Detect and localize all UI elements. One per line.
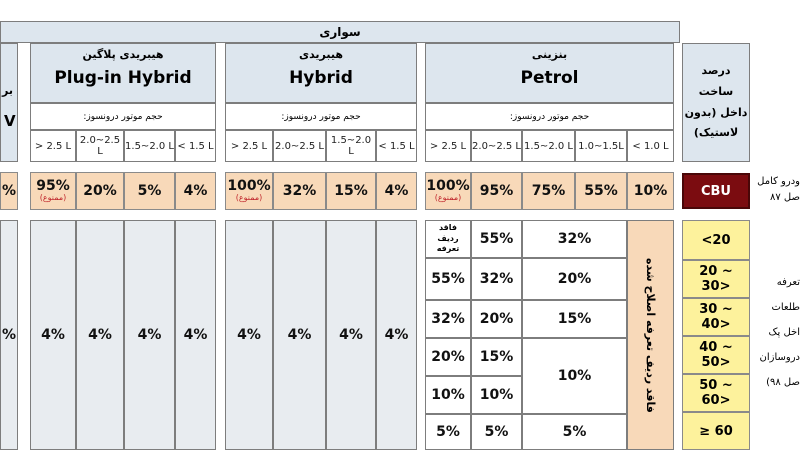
petrol-group-header [425, 43, 674, 103]
petrol-cell: 10% [425, 376, 471, 414]
petrol-cell: 20% [522, 258, 627, 300]
cbu-side-text: ودرو کامل صل ۸۷ [757, 176, 800, 203]
cbu-cell: 100% (ممنوع) [225, 172, 273, 210]
cbu-cell: 95% [471, 172, 522, 210]
size-label: > 2.5 L [30, 130, 76, 162]
phev-body-cell: 4% [124, 220, 175, 450]
phev-body-cell: 4% [30, 220, 76, 450]
header-line-2: داخل (بدون [684, 105, 748, 119]
petrol-cell: 5% [522, 414, 627, 450]
petrol-cell: 15% [522, 300, 627, 338]
petrol-cell: 55% [425, 258, 471, 300]
phev-group-header [30, 43, 216, 103]
range-cell: 40 ~ 50> [682, 336, 750, 374]
cbu-cell: 20% [76, 172, 124, 210]
petrol-cell: 20% [471, 300, 522, 338]
cbu-cell: 55% [575, 172, 627, 210]
size-label: 1.5~2.0 L [522, 130, 575, 162]
range-cell: 30 ~ 40> [682, 298, 750, 336]
hybrid-body-cell: 4% [225, 220, 273, 450]
hybrid-engine-sub: حجم موتور درونسوز: [225, 103, 417, 130]
far-left-label-2: V [4, 112, 16, 130]
petrol-title-en: Petrol [520, 68, 579, 88]
size-label: 2.0~2.5 L [76, 130, 124, 162]
phev-body-cell: 4% [175, 220, 216, 450]
cbu-cell: 5% [124, 172, 175, 210]
petrol-cell: 32% [471, 258, 522, 300]
range-cell: <20 [682, 220, 750, 260]
cbu-cell: 10% [627, 172, 674, 210]
size-label: 1.0~1.5L [575, 130, 627, 162]
petrol-cell: 15% [471, 338, 522, 376]
hybrid-title-fa: هیبریدی [298, 48, 344, 61]
cbu-cell: % [0, 172, 18, 210]
size-label: < 1.5 L [175, 130, 216, 162]
petrol-engine-sub: حجم موتور درونسوز: [425, 103, 674, 130]
cbu-cell: 100% (ممنوع) [425, 172, 471, 210]
petrol-cell: 10% [471, 376, 522, 414]
size-label: > 2.5 L [425, 130, 471, 162]
range-cell: ≥ 60 [682, 412, 750, 450]
range-cell: 20 ~ 30> [682, 260, 750, 298]
range-cell: 50 ~ 60> [682, 374, 750, 412]
size-label: > 2.5 L [225, 130, 273, 162]
hybrid-body-cell: 4% [326, 220, 376, 450]
petrol-cell: 10% [522, 338, 627, 414]
cbu-cell: 4% [175, 172, 216, 210]
petrol-cell: 32% [425, 300, 471, 338]
size-label: < 1.0 L [627, 130, 674, 162]
right-side-text: تعرفه طلعات اخل پک دروسازان صل ۹۸) [759, 277, 800, 388]
phev-body-cell: 4% [76, 220, 124, 450]
hybrid-group-header [225, 43, 417, 103]
cbu-cell: 4% [376, 172, 417, 210]
cbu-cell: 75% [522, 172, 575, 210]
header-line-3: لاستیک) [693, 126, 739, 140]
cbu-cell: 15% [326, 172, 376, 210]
far-left-label: بر [2, 84, 13, 97]
hybrid-title-en: Hybrid [289, 68, 353, 88]
local-content-header [682, 43, 750, 162]
vertical-note: فاقد ردیف تعرفه اصلاح شده [644, 257, 657, 413]
petrol-cell: فاقد ردیف تعرفه [425, 220, 471, 258]
top-title-bar [0, 21, 680, 43]
petrol-cell: 55% [471, 220, 522, 258]
phev-title-en: Plug-in Hybrid [54, 68, 192, 88]
size-label: 2.0~2.5 L [471, 130, 522, 162]
phev-engine-sub: حجم موتور درونسوز: [30, 103, 216, 130]
petrol-cell: 5% [471, 414, 522, 450]
size-label: 2.0~2.5 L [273, 130, 326, 162]
top-title: سواری [319, 25, 361, 39]
hybrid-body-cell: 4% [376, 220, 417, 450]
petrol-cell: 32% [522, 220, 627, 258]
petrol-title-fa: بنزینی [531, 48, 568, 61]
phev-title-fa: هیبریدی پلاگین [82, 48, 164, 61]
vertical-note-cell [627, 220, 674, 450]
petrol-cell: 5% [425, 414, 471, 450]
cbu-cell: 95% (ممنوع) [30, 172, 76, 210]
size-label: 1.5~2.0 L [326, 130, 376, 162]
header-line-1: درصد ساخت [698, 63, 734, 98]
far-left-header [0, 43, 18, 162]
size-label: < 1.5 L [376, 130, 417, 162]
petrol-cell: 20% [425, 338, 471, 376]
far-left-body: % [0, 220, 18, 450]
cbu-cell: 32% [273, 172, 326, 210]
size-label: 1.5~2.0 L [124, 130, 175, 162]
cbu-label-box: CBU [682, 173, 750, 209]
hybrid-body-cell: 4% [273, 220, 326, 450]
